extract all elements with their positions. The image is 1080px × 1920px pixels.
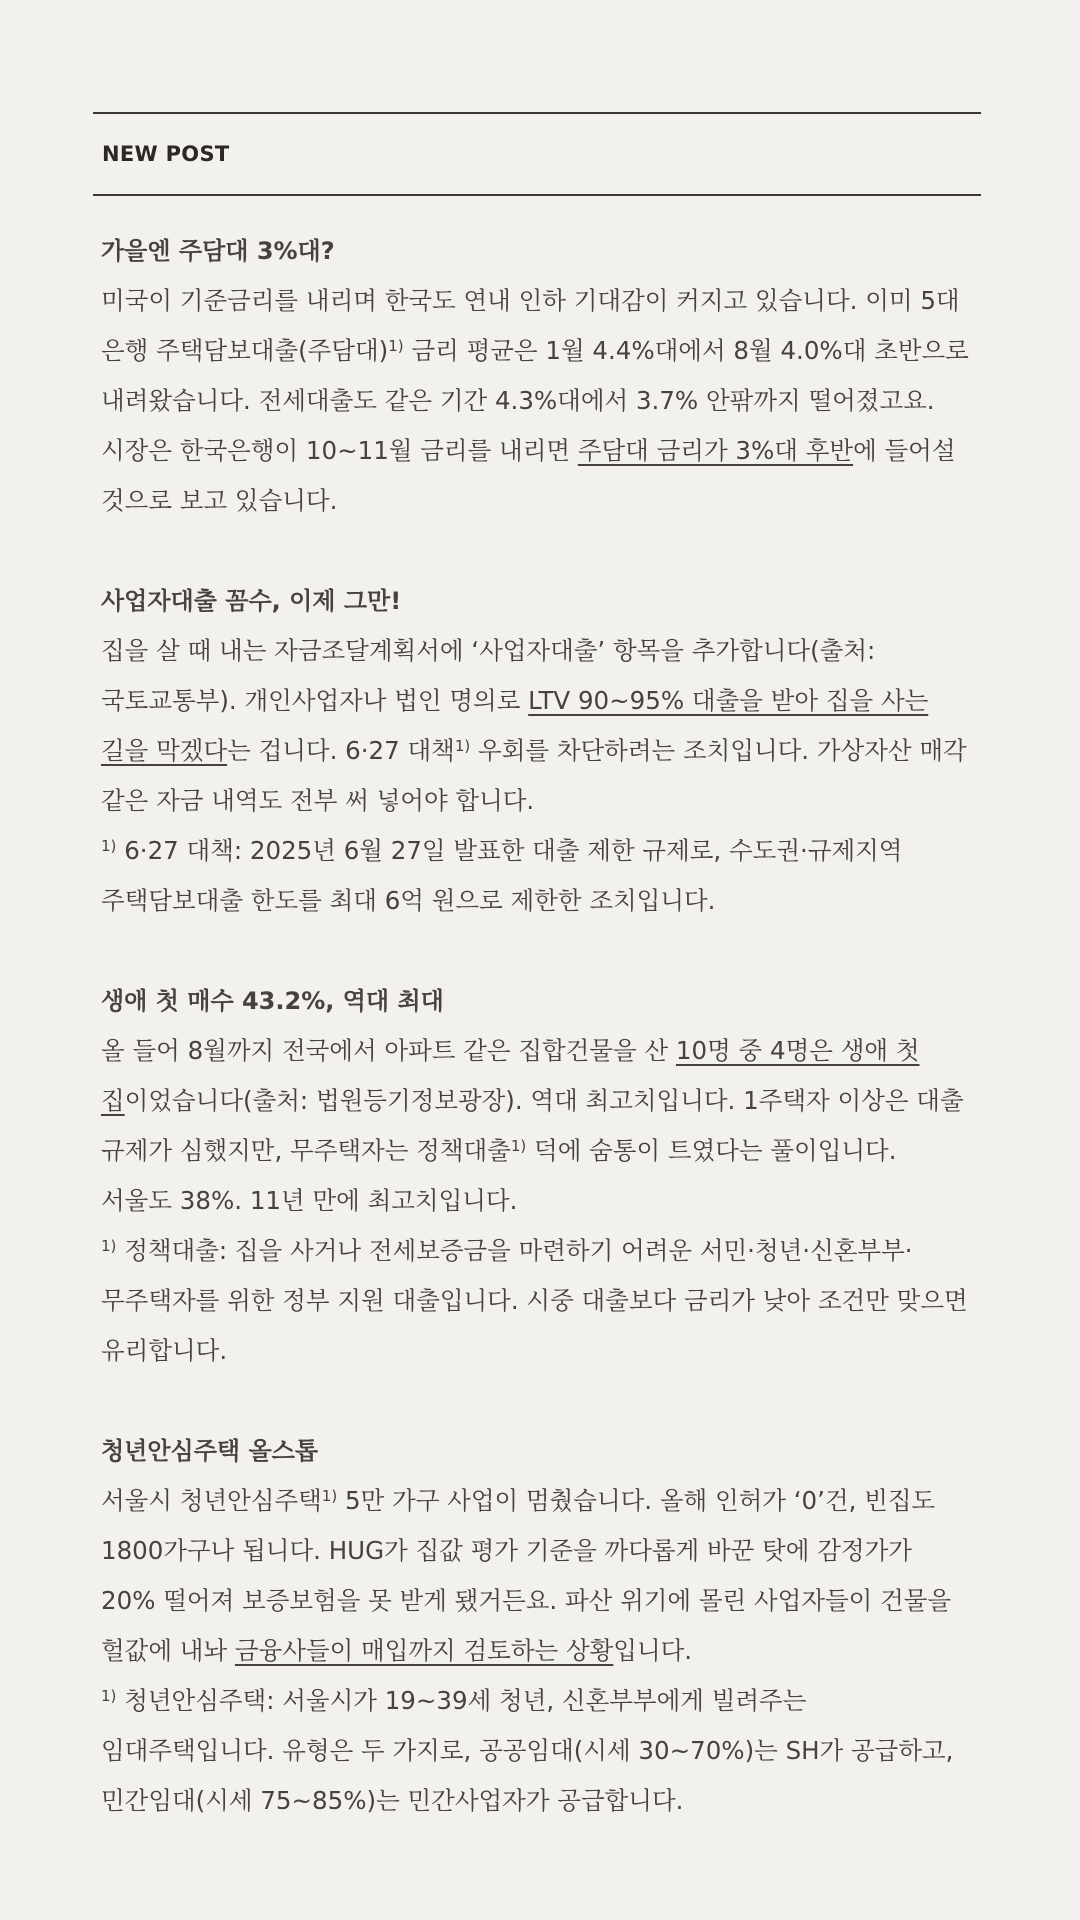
underlined-highlight: 주담대 금리가 3%대 후반 — [577, 436, 854, 465]
section-title: 가을엔 주담대 3%대? — [101, 237, 335, 265]
section-title: 생애 첫 매수 43.2%, 역대 최대 — [101, 987, 444, 1015]
post-header — [93, 114, 981, 194]
footnote: $^{1)}$ 정책대출: 집을 사거나 전세보증금을 마련하기 어려운 서민·청년·신혼부부·무주택자를 위한 정부 지원 대출입니다. 시중 대출보다 금리가 낮아 조건만 맞으면 유리합니다. — [101, 1236, 968, 1365]
section-title: 사업자대출 꼼수, 이제 그만! — [101, 587, 402, 615]
footnote-marker: 1) — [101, 1687, 117, 1705]
section-mortgage-rate — [101, 226, 973, 526]
section-body: 집을 살 때 내는 자금조달계획서에 ‘사업자대출’ 항목을 추가합니다(출처: 국토교통부). 개인사업자나 법인 명의로 LTV 90~95% 대출을 받아 집을 사는 길을 막겠다는 겁니다. 6·27 대책$^{1)}$ 우회를 차단하려는 조치입니다. 가상자산 매각 같은 자금 내역도 전부 써 넣어야 합니다. — [101, 636, 967, 815]
underlined-highlight: 10명 중 4명은 생애 첫 집 — [101, 1036, 920, 1115]
post-container — [93, 112, 981, 1876]
underlined-highlight: 금융사들이 매입까지 검토하는 상황 — [234, 1636, 614, 1665]
footnote-marker: 1) — [101, 1237, 117, 1255]
section-body: 올 들어 8월까지 전국에서 아파트 같은 집합건물을 산 10명 중 4명은 생애 첫 집이었습니다(출처: 법원등기정보광장). 역대 최고치입니다. 1주택자 이상은 대출 규제가 심했지만, 무주택자는 정책대출$^{1)}$ 덕에 숨통이 트였다는 풀이입니다. 서울도 38%. 11년 만에 최고치입니다. — [101, 1036, 964, 1215]
footnote-marker: 1) — [388, 337, 404, 355]
footnote-marker: 1) — [321, 1487, 338, 1505]
underlined-highlight: LTV 90~95% 대출을 받아 집을 사는 길을 막겠다 — [101, 686, 929, 765]
footnote: $^{1)}$ 청년안심주택: 서울시가 19~39세 청년, 신혼부부에게 빌려주는 임대주택입니다. 유형은 두 가지로, 공공임대(시세 30~70%)는 SH가 공급하고, 민간임대(시세 75~85%)는 민간사업자가 공급합니다. — [101, 1686, 954, 1815]
new-post-label: NEW POST — [102, 142, 230, 166]
section-title: 청년안심주택 올스톱 — [101, 1437, 319, 1465]
footnote: $^{1)}$ 6·27 대책: 2025년 6월 27일 발표한 대출 제한 규제로, 수도권·규제지역 주택담보대출 한도를 최대 6억 원으로 제한한 조치입니다. — [101, 836, 903, 915]
section-body: 서울시 청년안심주택$^{1)}$ 5만 가구 사업이 멈췄습니다. 올해 인허가 ‘0’건, 빈집도 1800가구나 됩니다. HUG가 집값 평가 기준을 까다롭게 바꾼 탓에 감정가가 20% 떨어져 보증보험을 못 받게 됐거든요. 파산 위기에 몰린 사업자들이 건물을 헐값에 내놔 금융사들이 매입까지 검토하는 상황입니다. — [101, 1486, 952, 1665]
footnote-marker: 1) — [101, 837, 117, 855]
section-youth-housing — [101, 1426, 973, 1826]
footnote-marker: 1) — [454, 737, 471, 755]
section-body: 미국이 기준금리를 내리며 한국도 연내 인하 기대감이 커지고 있습니다. 이미 5대 은행 주택담보대출(주담대)$^{1)}$ 금리 평균은 1월 4.4%대에서 8월 4.0%대 초반으로 내려왔습니다. 전세대출도 같은 기간 4.3%대에서 3.7% 안팎까지 떨어졌고요. 시장은 한국은행이 10~11월 금리를 내리면 주담대 금리가 3%대 후반에 들어설 것으로 보고 있습니다. — [101, 286, 969, 515]
post-content — [93, 196, 981, 1826]
section-first-home — [101, 976, 973, 1376]
footnote-marker: 1) — [510, 1137, 527, 1155]
section-business-loan — [101, 576, 973, 926]
